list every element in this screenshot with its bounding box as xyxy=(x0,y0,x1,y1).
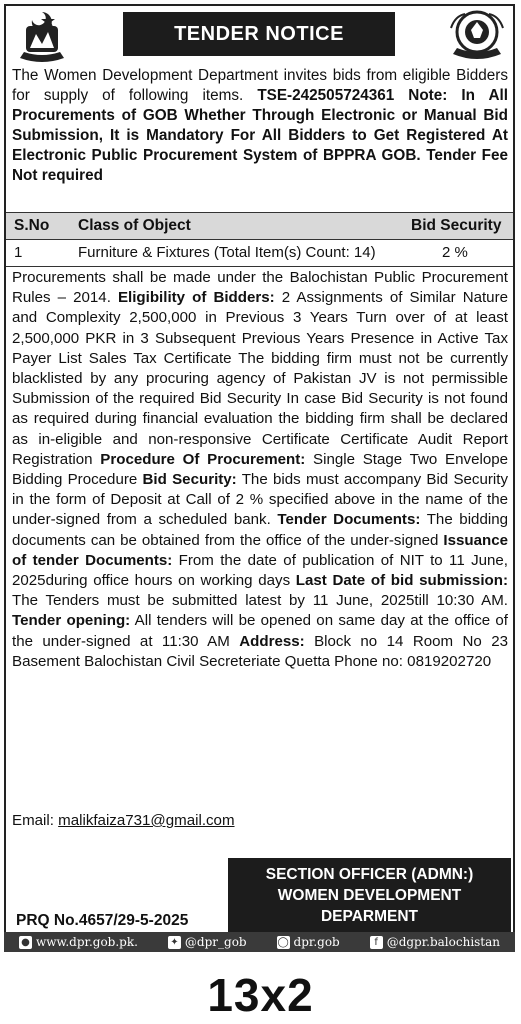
footer-web[interactable] xyxy=(19,935,138,949)
twitter-icon: ✦ xyxy=(168,936,181,949)
notice-frame xyxy=(4,4,515,950)
details-text: The bidding documents can be obtained from the office of the under-signed xyxy=(12,511,508,549)
details-text: 2 Assignments of Similar Nature and Complexity 2,500,000 in Previous 3 Years Turn over of at least 2,500,000 PKR in 3 Subsequent Previous Years Presence in Active Tax Payer List Sales Tax Certificate The bidding firm must not be currently blacklisted by any procuring agency of Pakistan JV is not permissible Submission of the required Bid Security In case Bid Security is not found as required during financial evaluation the bidding firm shall be declared as in-eligible and non-responsive Certificate Certificate Audit Report Registration xyxy=(12,289,508,468)
ad-size-label: 13x2 xyxy=(207,969,314,1021)
tender-opening-heading: Tender opening: xyxy=(12,612,131,630)
section-officer-box xyxy=(228,858,511,936)
col-class: Class of Object xyxy=(78,217,191,234)
bid-security-heading: Bid Security: xyxy=(142,471,237,489)
tender-details xyxy=(12,268,508,672)
footer-web-text: www.dpr.gob.pk. xyxy=(35,935,138,949)
details-text: All tenders will be opened on same day at the office of the under-signed at 11:30 AM xyxy=(12,612,509,650)
details-text: Procurements shall be made under the Balochistan Public Procurement Rules – 2014. xyxy=(12,269,508,307)
row-sno: 1 xyxy=(14,244,23,261)
row-class: Furniture & Fixtures (Total Item(s) Count: 14) xyxy=(78,244,376,261)
details-text: Block no 14 Room No 23 Basement Balochistan Civil Secreteriate Quetta Phone no: 0819202720 xyxy=(12,632,509,670)
footer-instagram-text: dpr.gob xyxy=(293,935,340,949)
balochistan-emblem-right-icon xyxy=(447,8,507,64)
intro-text: The Women Development Department invites bids from eligible Bidders for supply of following items. xyxy=(12,67,508,104)
details-text: The bids must accompany Bid Security in the form of Deposit at Call of 2 % specified above in the name of the under-signed from a scheduled bank. xyxy=(12,471,508,529)
details-text: Single Stage Two Envelope Bidding Procedure xyxy=(12,450,508,489)
issuance-heading: Issuance of tender Documents: xyxy=(12,531,508,569)
prq-number: PRQ No.4657/29-5-2025 xyxy=(16,912,189,929)
facebook-icon: f xyxy=(370,936,383,949)
officer-title: SECTION OFFICER (ADMN:) xyxy=(265,866,474,883)
tender-notice-title: TENDER NOTICE xyxy=(123,12,395,56)
officer-department: WOMEN DEVELOPMENT xyxy=(277,887,462,904)
details-text: The Tenders must be submitted latest by 11 June, 2025till 10:30 AM. xyxy=(12,592,508,610)
footer-facebook-text: @dgpr.balochistan xyxy=(386,935,501,949)
tender-documents-heading: Tender Documents: xyxy=(277,511,421,529)
last-date-heading: Last Date of bid submission: xyxy=(295,572,508,590)
table-header xyxy=(6,212,513,240)
row-security: 2 % xyxy=(442,244,468,261)
table-row xyxy=(6,240,513,267)
instagram-icon: ◯ xyxy=(277,936,289,948)
procedure-heading: Procedure Of Procurement: xyxy=(100,450,306,468)
footer-instagram[interactable] xyxy=(277,935,340,949)
footer-bar xyxy=(4,932,515,952)
details-text: From the date of publication of NIT to 11 June, 2025during office hours on working days xyxy=(12,551,508,590)
footer-facebook[interactable] xyxy=(370,935,500,949)
intro-note: TSE-242505724361 Note: In All Procurements of GOB Whether Through Electronic or Manual Bid Submission, It is Mandatory For All Bidders to Get Registered At Electronic Public Procurement System of BPPRA GOB. Tender Fee Not required xyxy=(12,87,508,184)
email-line xyxy=(12,812,235,829)
balochistan-emblem-left-icon xyxy=(12,8,72,64)
items-table xyxy=(6,212,513,267)
intro-paragraph xyxy=(12,66,508,186)
email-link[interactable]: malikfaiza731@gmail.com xyxy=(58,812,235,829)
email-label: Email: xyxy=(12,812,59,829)
header xyxy=(6,6,513,68)
globe-icon: ● xyxy=(19,936,32,949)
address-heading: Address: xyxy=(239,632,305,650)
col-security: Bid Security xyxy=(411,217,502,234)
eligibility-heading: Eligibility of Bidders: xyxy=(117,289,275,307)
footer-twitter-text: @dpr_gob xyxy=(184,935,247,949)
col-sno: S.No xyxy=(14,217,50,234)
footer-twitter[interactable] xyxy=(168,935,247,949)
officer-department-2: DEPARMENT xyxy=(320,908,419,925)
